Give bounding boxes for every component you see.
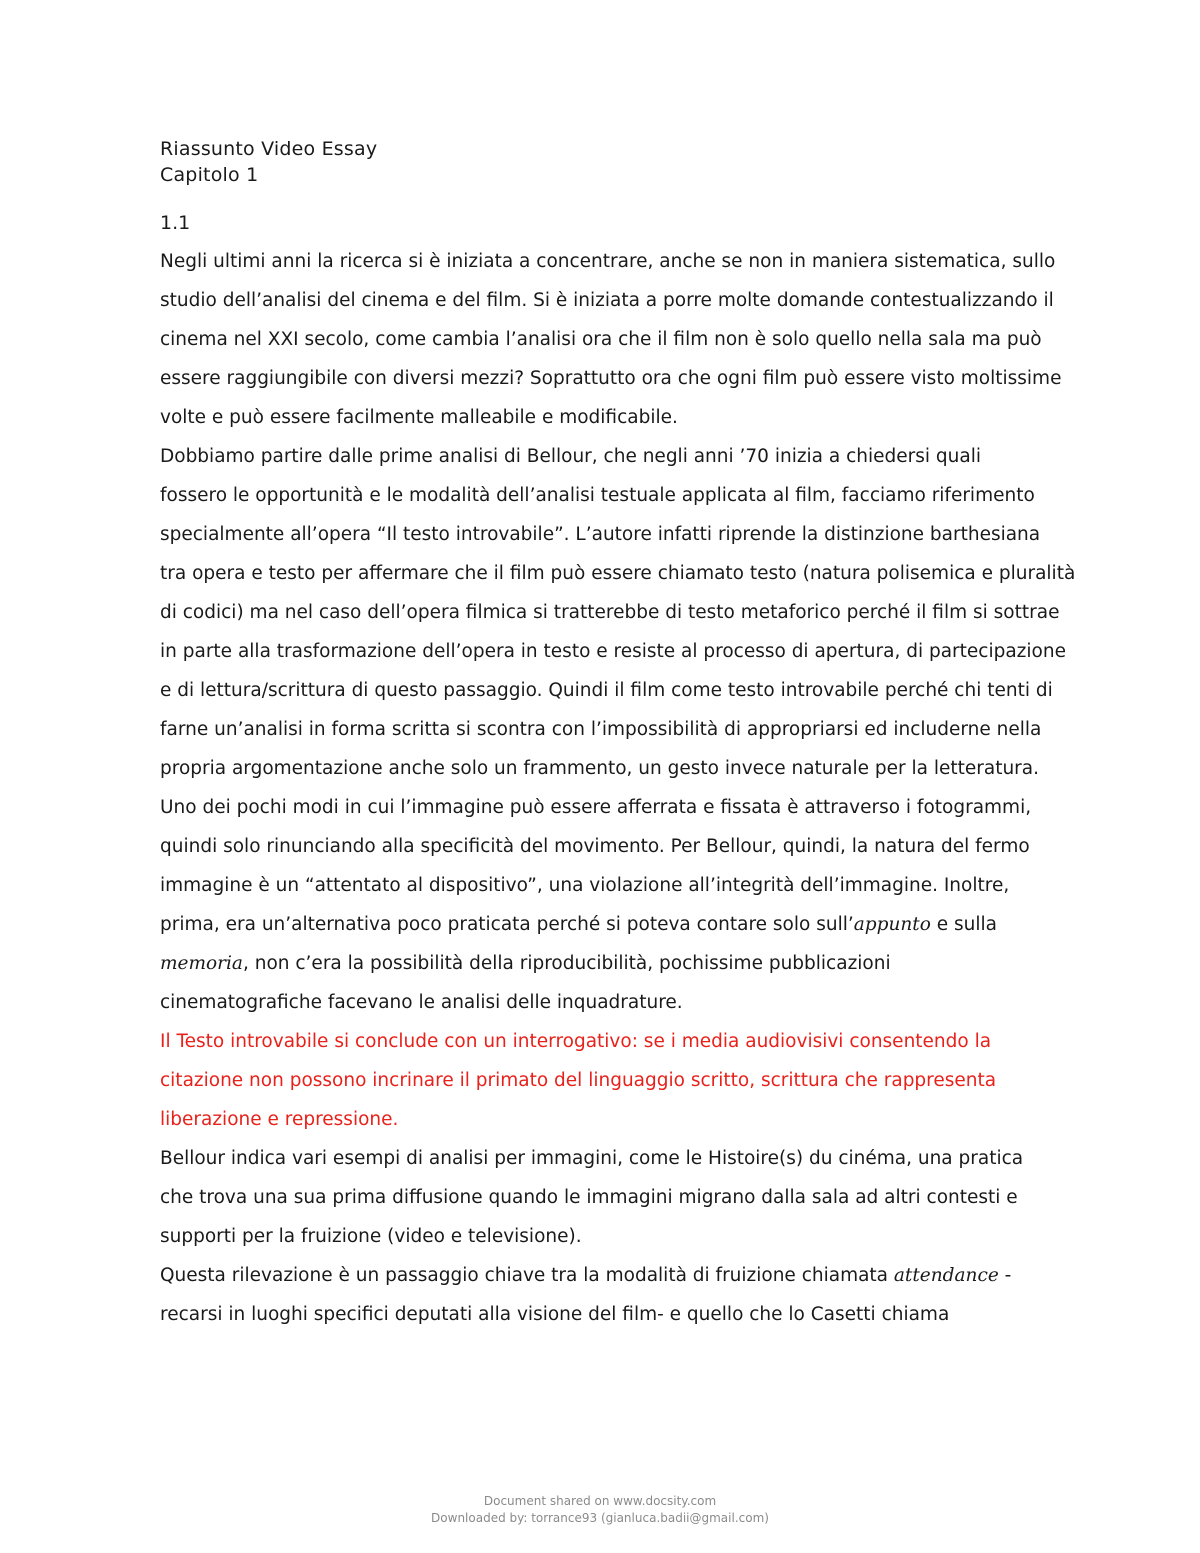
italic-term: memoria <box>160 953 243 974</box>
text-line: specialmente all’opera “Il testo introvabile”. L’autore infatti riprende la distinzione barthesiana <box>160 524 1041 545</box>
page-footer <box>0 1493 1200 1527</box>
text-line <box>160 905 1040 944</box>
text-line: fossero le opportunità e le modalità dell’analisi testuale applicata al film, facciamo riferimento <box>160 485 1035 506</box>
text-line: Bellour indica vari esempi di analisi per immagini, come le Histoire(s) du cinéma, una pratica <box>160 1148 1024 1169</box>
highlighted-paragraph <box>160 1022 1040 1139</box>
text-span: Questa rilevazione è un passaggio chiave tra la modalità di fruizione chiamata <box>160 1265 894 1286</box>
section-number: 1.1 <box>160 212 191 234</box>
text-span: - <box>998 1265 1012 1286</box>
text-line: propria argomentazione anche solo un frammento, un gesto invece naturale per la letteratura. <box>160 758 1039 779</box>
text-line: immagine è un “attentato al dispositivo”, una violazione all’integrità dell’immagine. Inoltre, <box>160 875 1010 896</box>
text-line: che trova una sua prima diffusione quando le immagini migrano dalla sala ad altri contesti e <box>160 1187 1018 1208</box>
text-span: , non c’era la possibilità della riproducibilità, pochissime pubblicazioni <box>242 953 891 974</box>
text-line: Dobbiamo partire dalle prime analisi di Bellour, che negli anni ’70 inizia a chiedersi quali <box>160 446 982 467</box>
text-span: prima, era un’alternativa poco praticata perché si poteva contare solo sull’ <box>160 914 854 935</box>
chapter-heading: Capitolo 1 <box>160 164 259 186</box>
paragraph-6 <box>160 1256 1040 1334</box>
text-line: cinematografiche facevano le analisi delle inquadrature. <box>160 992 683 1013</box>
document-title: Riassunto Video Essay <box>160 138 378 160</box>
text-line: Uno dei pochi modi in cui l’immagine può essere afferrata e fissata è attraverso i fotogrammi, <box>160 797 1032 818</box>
shared-notice: Document shared on www.docsity.com <box>483 1494 717 1508</box>
paragraph-3 <box>160 788 1040 1022</box>
text-span: e sulla <box>930 914 997 935</box>
italic-term: attendance <box>893 1265 999 1286</box>
text-line: quindi solo rinunciando alla specificità del movimento. Per Bellour, quindi, la natura del fermo <box>160 836 1030 857</box>
text-line: tra opera e testo per affermare che il film può essere chiamato testo (natura polisemica e pluralità <box>160 563 1076 584</box>
text-line: liberazione e repressione. <box>160 1109 399 1130</box>
download-notice: Downloaded by: torrance93 (gianluca.badii@gmail.com) <box>431 1511 769 1525</box>
italic-term: appunto <box>853 914 931 935</box>
paragraph-1 <box>160 242 1062 437</box>
text-line: recarsi in luoghi specifici deputati alla visione del film- e quello che lo Casetti chiama <box>160 1304 950 1325</box>
text-line: Il Testo introvabile si conclude con un interrogativo: se i media audiovisivi consentendo la <box>160 1031 992 1052</box>
text-line: supporti per la fruizione (video e televisione). <box>160 1226 582 1247</box>
text-line: essere raggiungibile con diversi mezzi? Soprattutto ora che ogni film può essere visto moltissime <box>160 368 1062 389</box>
text-line: di codici) ma nel caso dell’opera filmica si tratterebbe di testo metaforico perché il film si sottrae <box>160 602 1060 623</box>
text-line: volte e può essere facilmente malleabile e modificabile. <box>160 407 678 428</box>
text-line: farne un’analisi in forma scritta si scontra con l’impossibilità di appropriarsi ed includerne nella <box>160 719 1042 740</box>
text-line: studio dell’analisi del cinema e del film. Si è iniziata a porre molte domande contestualizzando il <box>160 290 1054 311</box>
text-line: cinema nel XXI secolo, come cambia l’analisi ora che il film non è solo quello nella sala ma può <box>160 329 1042 350</box>
text-line: in parte alla trasformazione dell’opera in testo e resiste al processo di apertura, di partecipazione <box>160 641 1066 662</box>
text-line: Negli ultimi anni la ricerca si è iniziata a concentrare, anche se non in maniera sistematica, sullo <box>160 251 1056 272</box>
document-page <box>160 136 1076 1334</box>
text-line <box>160 1256 1040 1295</box>
text-line: e di lettura/scrittura di questo passaggio. Quindi il film come testo introvabile perché chi tenti di <box>160 680 1053 701</box>
paragraph-5 <box>160 1139 1040 1256</box>
text-line: citazione non possono incrinare il primato del linguaggio scritto, scrittura che rappresenta <box>160 1070 997 1091</box>
paragraph-2 <box>160 437 1076 788</box>
text-line <box>160 944 1040 983</box>
